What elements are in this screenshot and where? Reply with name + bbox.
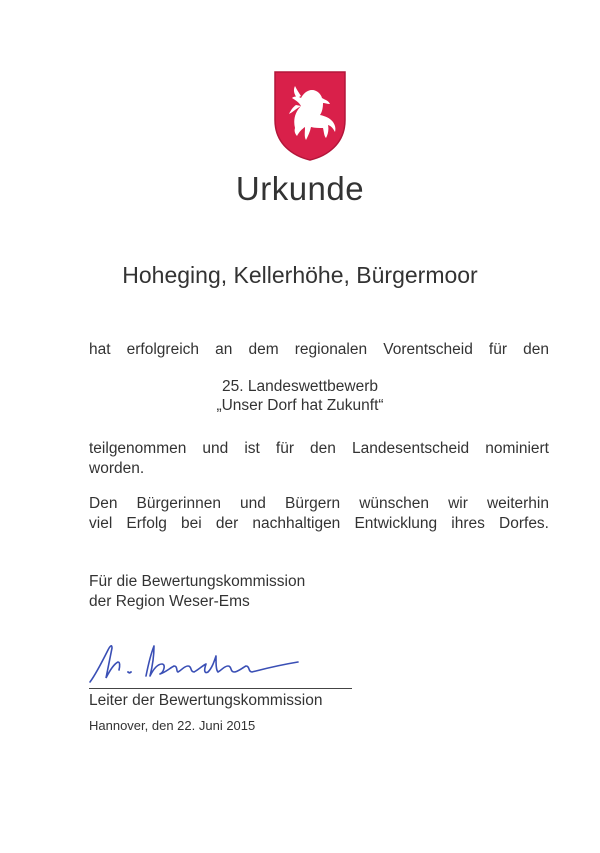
commission-line-2: der Region Weser-Ems xyxy=(89,593,250,610)
signature-line xyxy=(89,688,352,689)
competition-name: „Unser Dorf hat Zukunft“ xyxy=(216,397,384,414)
commission-line-1: Für die Bewertungskommission xyxy=(89,573,306,590)
wishes-text-line-2: viel Erfolg bei der nachhaltigen Entwicklung ihres Dorfes. xyxy=(89,515,549,532)
signer-title: Leiter der Bewertungskommission xyxy=(89,692,323,709)
lower-saxony-horse-crest-icon xyxy=(273,70,347,162)
recipient-names: Hoheging, Kellerhöhe, Bürgermoor xyxy=(122,262,478,288)
nomination-text-line-1: teilgenommen und ist für den Landesentscheid nominiert xyxy=(89,440,549,457)
intro-text: hat erfolgreich an dem regionalen Vorentscheid für den xyxy=(89,341,549,358)
competition-number: 25. Landeswettbewerb xyxy=(222,378,378,395)
certificate-title: Urkunde xyxy=(235,170,365,207)
handwritten-signature xyxy=(88,632,308,690)
nomination-text-line-2: worden. xyxy=(89,460,145,477)
place-and-date: Hannover, den 22. Juni 2015 xyxy=(89,718,256,733)
wishes-text-line-1: Den Bürgerinnen und Bürgern wünschen wir weiterhin xyxy=(89,495,549,512)
